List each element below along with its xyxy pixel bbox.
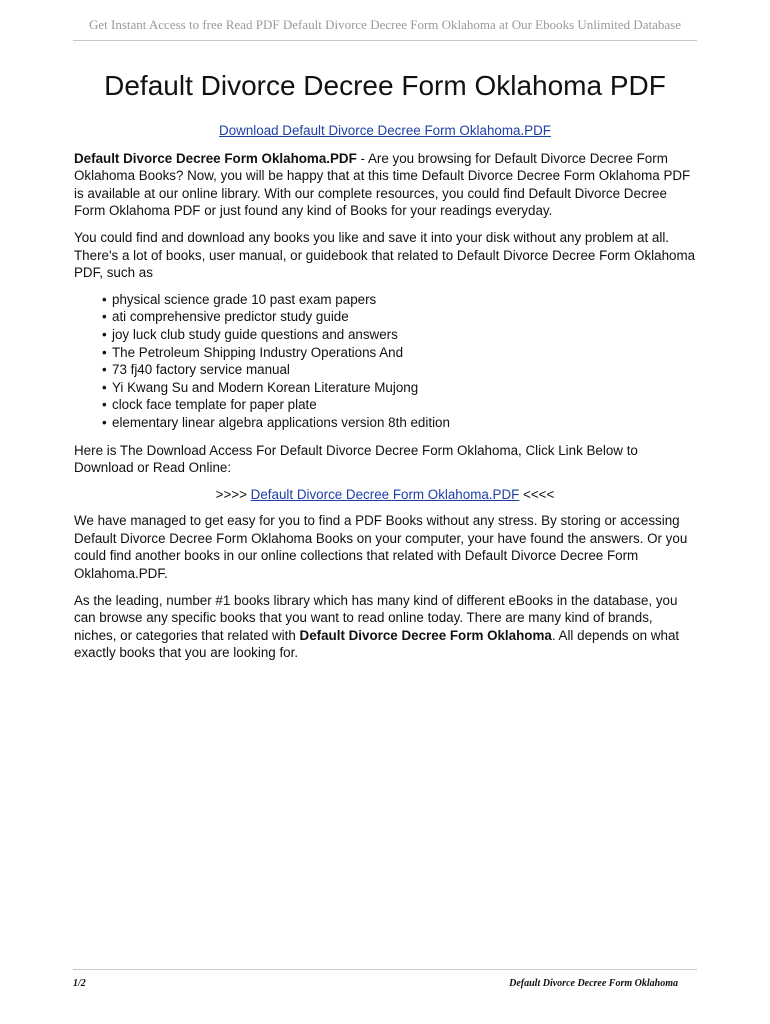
intro-text: - Are you browsing for Default Divorce Decree Form Oklahoma Books? Now, you will be happy that at this time Default Divorce Decree Form Oklahoma PDF is available at our online library. With our complete resources, you could find Default Divorce Decree Form Oklahoma PDF or just found any kind of Books for your readings everyday. [74,150,691,219]
download-line [74,486,696,504]
intro-bold-lead: Default Divorce Decree Form Oklahoma.PDF [74,150,357,166]
paragraph-5-bold: Default Divorce Decree Form Oklahoma [299,627,552,643]
download-link-top[interactable]: Download Default Divorce Decree Form Oklahoma.PDF [219,123,551,138]
book-list-item: • ati comprehensive predictor study guide [102,308,696,326]
page-title: Default Divorce Decree Form Oklahoma PDF [104,70,666,101]
book-list-item: • joy luck club study guide questions and answers [102,326,696,344]
page-number: 1/2 [73,978,86,989]
download-link-middle[interactable]: Default Divorce Decree Form Oklahoma.PDF [250,486,520,502]
book-list-item: • 73 fj40 factory service manual [102,361,696,379]
book-list-item: • physical science grade 10 past exam papers [102,291,696,309]
book-list-item: • clock face template for paper plate [102,396,696,414]
header-note: Get Instant Access to free Read PDF Default Divorce Decree Form Oklahoma at Our Ebooks Unlimited Database [88,17,682,32]
download-arrows-right: <<<< [519,486,555,502]
book-list-item: • elementary linear algebra applications version 8th edition [102,414,696,432]
book-list-item: • Yi Kwang Su and Modern Korean Literature Mujong [102,379,696,397]
document-body [74,122,696,671]
book-list [74,291,696,432]
download-link-top-wrapper [74,122,696,140]
paragraph-3: Here is The Download Access For Default Divorce Decree Form Oklahoma, Click Link Below to Download or Read Online: [74,442,638,476]
download-arrows-left: >>>> [215,486,251,502]
footer-doc-title: Default Divorce Decree Form Oklahoma [509,978,678,989]
header-divider [73,40,697,41]
paragraph-4: We have managed to get easy for you to find a PDF Books without any stress. By storing or accessing Default Divorce Decree Form Oklahoma Books on your computer, your have found the answers. Or you could find another books in our online collections that related with Default Divorce Decree Form Oklahoma.PDF. [74,513,688,582]
intro-paragraph [74,150,696,220]
footer-divider [73,969,697,970]
paragraph-5-text-after: . All depends on what exactly books that you are looking for. [74,627,680,661]
paragraph-5-text-before: As the leading, number #1 books library which has many kind of different eBooks in the database, you can browse any specific books that you want to read online today. There are many kind of brands, niches, or categories that related with [74,592,678,643]
paragraph-5 [74,592,696,662]
paragraph-2: You could find and download any books you like and save it into your disk without any problem at all. There's a lot of books, user manual, or guidebook that related to Default Divorce Decree Form Oklahoma PDF, such as [74,229,696,281]
book-list-item: • The Petroleum Shipping Industry Operations And [102,344,696,362]
